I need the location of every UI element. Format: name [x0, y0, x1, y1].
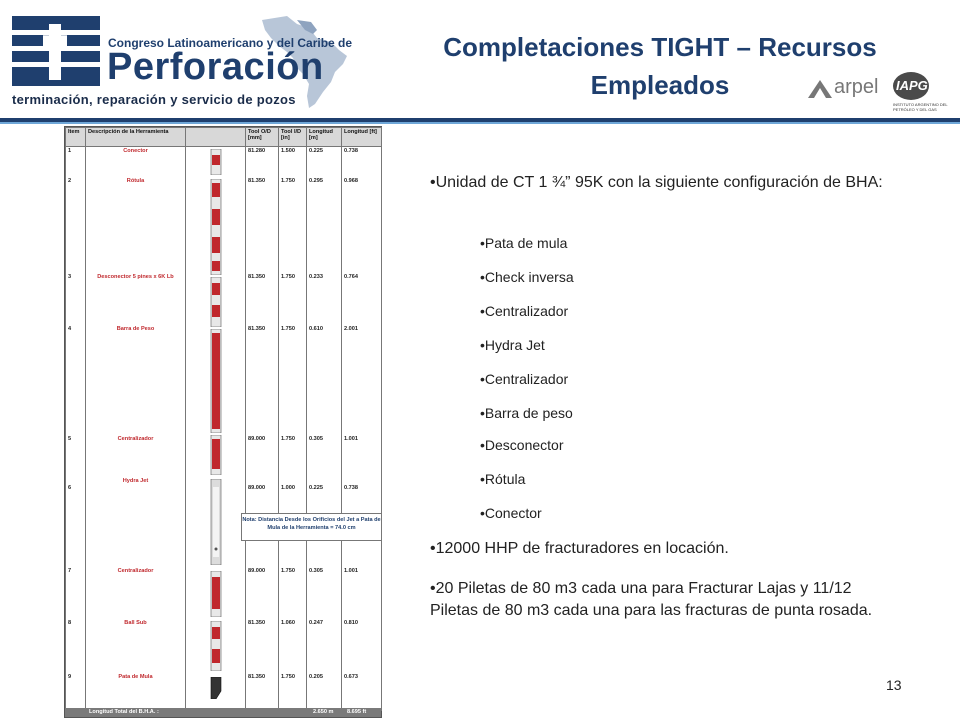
ball-sub-tool-icon [209, 621, 223, 671]
table-row [66, 273, 382, 325]
sub-bullet: •Check inversa [480, 269, 574, 285]
arpel-text: arpel [834, 76, 879, 98]
cell-od: 81.350 [246, 273, 279, 325]
cell-od: 81.350 [246, 325, 279, 435]
cell-length-ft: 1.001 [342, 567, 382, 619]
cell-length-ft: 0.738 [342, 147, 382, 177]
cell-description: Conector [86, 147, 186, 177]
knuckle-joint-tool-icon [209, 179, 223, 275]
table-row [66, 567, 382, 619]
cell-item: 1 [66, 147, 86, 177]
col-header-image [186, 128, 246, 147]
cell-length-m: 0.205 [307, 673, 342, 711]
bha-table-grid [65, 127, 382, 711]
col-header-tool-od: Tool O/D [mm] [246, 128, 279, 147]
col-header-length-ft: Longitud [ft] [342, 128, 382, 147]
cell-length-m: 0.610 [307, 325, 342, 435]
col-header-tool-id: Tool I/D [in] [279, 128, 307, 147]
cell-item: 5 [66, 435, 86, 477]
sub-bullet: •Conector [480, 505, 542, 521]
cell-id: 1.750 [279, 177, 307, 273]
cell-item: 2 [66, 177, 86, 273]
cell-item: 7 [66, 567, 86, 619]
sub-bullet: •Rótula [480, 471, 526, 487]
page-number: 13 [886, 677, 902, 693]
cell-id: 1.750 [279, 673, 307, 711]
cell-length-m: 0.305 [307, 435, 342, 477]
cell-id: 1.750 [279, 325, 307, 435]
bullet-hhp: •12000 HHP de fracturadores en locación. [430, 540, 729, 557]
cell-description: Rótula [86, 177, 186, 273]
cell-description: Centralizador [86, 567, 186, 619]
cell-id: 1.750 [279, 567, 307, 619]
jet-distance-note: Nota: Distancia Desde los Orificios del Jet a Pata de Mula de la Herramienta = 74.0 cm [241, 513, 382, 541]
table-row [66, 673, 382, 711]
hydra-jet-tool-icon [209, 479, 223, 565]
cell-length-ft: 2.001 [342, 325, 382, 435]
logo-subtitle: Congreso Latinoamericano y del Caribe de [108, 36, 353, 50]
connector-tool-icon [209, 149, 223, 175]
cell-item: 4 [66, 325, 86, 435]
cell-item: 6 [66, 477, 86, 567]
cell-length-ft: 0.968 [342, 177, 382, 273]
sub-bullet: •Pata de mula [480, 235, 568, 251]
sub-bullet: •Desconector [480, 437, 564, 453]
mule-shoe-tool-icon [209, 677, 223, 699]
table-row [66, 147, 382, 177]
cell-description: Hydra Jet [86, 477, 186, 567]
congreso-logo [12, 12, 362, 112]
cell-length-m: 0.233 [307, 273, 342, 325]
col-header-description: Descripción de la Herramienta [86, 128, 186, 147]
cell-description: Centralizador [86, 435, 186, 477]
iapg-text: IAPG [896, 78, 928, 93]
table-header-row [66, 128, 382, 147]
cell-length-ft: 0.673 [342, 673, 382, 711]
cell-od: 81.350 [246, 619, 279, 673]
table-row [66, 325, 382, 435]
slide-title-line2: Empleados [590, 70, 730, 100]
cell-length-m: 0.225 [307, 477, 342, 567]
cell-length-ft: 0.810 [342, 619, 382, 673]
cell-length-m: 0.247 [307, 619, 342, 673]
table-row [66, 177, 382, 273]
bha-table [64, 126, 382, 718]
cell-id: 1.500 [279, 147, 307, 177]
total-length-label: Longitud Total del B.H.A. : [89, 709, 159, 715]
arpel-mark-icon [806, 76, 834, 100]
wellhead-logo-icon [12, 16, 100, 86]
sub-bullet: •Barra de peso [480, 405, 573, 421]
cell-id: 1.750 [279, 435, 307, 477]
arpel-logo [806, 76, 884, 102]
slide-title-line1: Completaciones TIGHT – Recursos [443, 32, 877, 62]
cell-id: 1.060 [279, 619, 307, 673]
cell-description: Pata de Mula [86, 673, 186, 711]
cell-description: Barra de Peso [86, 325, 186, 435]
cell-od: 81.350 [246, 177, 279, 273]
table-row [66, 619, 382, 673]
logo-brand: Perforación [107, 46, 324, 88]
col-header-item: Item [66, 128, 86, 147]
cell-item: 8 [66, 619, 86, 673]
cell-item: 3 [66, 273, 86, 325]
iapg-logo [893, 72, 953, 122]
cell-length-m: 0.305 [307, 567, 342, 619]
cell-length-m: 0.295 [307, 177, 342, 273]
sub-bullet: •Hydra Jet [480, 337, 545, 353]
total-length-row [65, 708, 381, 717]
cell-id: 1.000 [279, 477, 307, 567]
sub-bullet: •Centralizador [480, 303, 569, 319]
bullet-ct-unit: •Unidad de CT 1 ¾” 95K con la siguiente configuración de BHA: [430, 174, 883, 191]
total-length-ft: 8.695 ft [347, 709, 367, 715]
cell-od: 81.280 [246, 147, 279, 177]
cell-od: 89.000 [246, 435, 279, 477]
cell-description: Ball Sub [86, 619, 186, 673]
cell-length-m: 0.225 [307, 147, 342, 177]
bullet-piletas: •20 Piletas de 80 m3 cada una para Fracturar Lajas y 11/12 Piletas de 80 m3 cada una para las fracturas de punta rosada. [430, 580, 873, 619]
header-rule-accent [0, 122, 960, 124]
col-header-length-m: Longitud [m] [307, 128, 342, 147]
iapg-subtitle: INSTITUTO ARGENTINO DEL PETRÓLEO Y DEL GAS [893, 102, 948, 112]
logo-tagline: terminación, reparación y servicio de pozos [12, 92, 296, 107]
cell-length-ft: 0.738 [342, 477, 382, 567]
iapg-badge-icon [893, 72, 929, 100]
disconnect-tool-icon [209, 277, 223, 327]
cell-od: 89.000 [246, 477, 279, 567]
cell-length-ft: 0.764 [342, 273, 382, 325]
table-row [66, 435, 382, 477]
cell-description: Desconector 5 pines x 6K Lb [86, 273, 186, 325]
sub-bullet: •Centralizador [480, 371, 569, 387]
weight-bar-tool-icon [209, 329, 223, 433]
total-length-m: 2.650 m [313, 709, 334, 715]
cell-length-ft: 1.001 [342, 435, 382, 477]
cell-od: 89.000 [246, 567, 279, 619]
cell-item: 9 [66, 673, 86, 711]
cell-od: 81.350 [246, 673, 279, 711]
centralizer-tool-icon [209, 571, 223, 617]
centralizer-tool-icon [209, 435, 223, 475]
cell-id: 1.750 [279, 273, 307, 325]
